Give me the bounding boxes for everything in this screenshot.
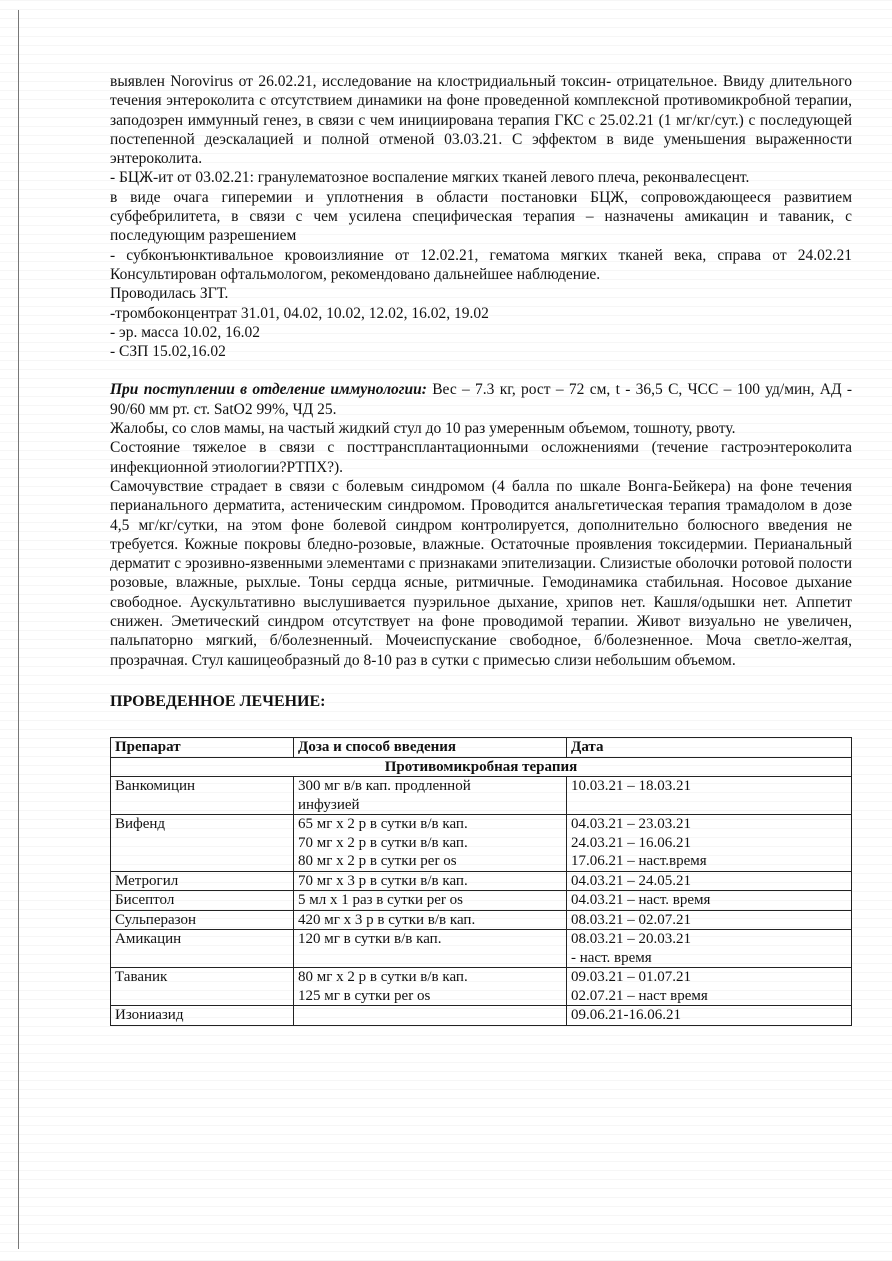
dose-line: 80 мг х 2 р в сутки per os: [298, 853, 457, 870]
table-row: [111, 910, 852, 930]
paragraph: в виде очага гиперемии и уплотнения в области постановки БЦЖ, сопровождающееся развитием субфебрилитета, в связи с чем усилена специфическая терапия – назначены амикацин и таваник, с последующим разрешением: [110, 188, 852, 245]
date-cell: [567, 910, 852, 930]
dose-line: 5 мл х 1 раз в сутки per os: [298, 892, 463, 909]
dose-line: 120 мг в сутки в/в кап.: [298, 931, 442, 948]
drug-cell: Метрогил: [111, 871, 294, 891]
header-drug: Препарат: [111, 738, 294, 758]
page-margin-line: [18, 10, 19, 1249]
dose-line: 420 мг х 3 р в сутки в/в кап.: [298, 911, 476, 928]
paragraph: - БЦЖ-ит от 03.02.21: гранулематозное воспаление мягких тканей левого плеча, реконвалесцент.: [110, 169, 750, 187]
dose-line: 70 мг х 3 р в сутки в/в кап.: [298, 872, 468, 889]
dose-line: [298, 1006, 562, 1025]
paragraph: выявлен Norovirus от 26.02.21, исследование на клостридиальный токсин- отрицательное. Ввиду длительного течения энтероколита с отсутствием динамики на фоне проведенной комплексной противомикробной терапии, заподозрен иммунный генез, в связи с чем инициирована терапия ГКС с 25.02.21 (1 мг/кг/сут.) с последующей постепенной деэскалацией и полной отменой 03.03.21. С эффектом в виде уменьшения выраженности энтероколита.: [110, 73, 852, 168]
paragraph: Жалобы, со слов мамы, на частый жидкий стул до 10 раз умеренным объемом, тошноту, рвоту.: [110, 420, 736, 438]
drug-cell: Сульперазон: [111, 910, 294, 930]
dose-line: 80 мг х 2 р в сутки в/в кап.: [298, 969, 468, 986]
drug-cell: Изониазид: [111, 1006, 294, 1026]
date-cell: [567, 815, 852, 872]
drug-cell: Бисептол: [111, 891, 294, 911]
drug-cell: Амикацин: [111, 930, 294, 968]
section-title: Противомикробная терапия: [111, 757, 852, 777]
date-line: - наст. время: [571, 949, 652, 966]
table-row: [111, 777, 852, 815]
date-line: 17.06.21 – наст.время: [571, 853, 707, 870]
date-line: 09.03.21 – 01.07.21: [571, 969, 691, 986]
admission-text: Вес – 7.3 кг, рост – 72 см, t - 36,5 С, ЧСС – 100 уд/мин, АД - 90/60 мм рт. ст. SatO2 99%, ЧД 25.: [110, 381, 853, 418]
dose-cell: [294, 815, 567, 872]
date-line: 04.03.21 – 24.05.21: [571, 872, 691, 889]
admission-paragraph: [110, 380, 852, 419]
table-row: [111, 871, 852, 891]
header-date: Дата: [567, 738, 852, 758]
dose-cell: [294, 930, 567, 968]
paragraph: - СЗП 15.02,16.02: [110, 343, 226, 361]
drug-cell: Вифенд: [111, 815, 294, 872]
paragraph: - эр. масса 10.02, 16.02: [110, 323, 260, 341]
dose-line: 125 мг в сутки per os: [298, 987, 431, 1004]
date-line: 10.03.21 – 18.03.21: [571, 778, 691, 795]
table-row: [111, 968, 852, 1006]
dose-line: 300 мг в/в кап. продленной: [298, 778, 471, 795]
dose-line: инфузией: [298, 796, 360, 813]
treatment-title: ПРОВЕДЕННОЕ ЛЕЧЕНИЕ:: [110, 692, 326, 710]
date-line: 08.03.21 – 02.07.21: [571, 911, 691, 928]
header-dose: Доза и способ введения: [294, 738, 567, 758]
drug-cell: Таваник: [111, 968, 294, 1006]
date-line: 02.07.21 – наст время: [571, 987, 708, 1004]
dose-cell: [294, 777, 567, 815]
date-line: 09.06.21-16.06.21: [571, 1007, 681, 1024]
paragraph: Проводилась ЗГТ.: [110, 285, 229, 303]
admission-label: При поступлении в отделение иммунологии:: [110, 381, 427, 399]
date-cell: [567, 777, 852, 815]
dose-line: 65 мг х 2 р в сутки в/в кап.: [298, 816, 468, 833]
drug-cell: Ванкомицин: [111, 777, 294, 815]
dose-line: 70 мг х 2 р в сутки в/в кап.: [298, 834, 468, 851]
paragraph: Состояние тяжелое в связи с посттрансплантационными осложнениями (течение гастроэнтероколита инфекционной этиологии?РТПХ?).: [110, 439, 852, 476]
dose-cell: [294, 871, 567, 891]
date-line: 04.03.21 – наст. время: [571, 892, 711, 909]
date-cell: [567, 1006, 852, 1026]
table-row: [111, 815, 852, 872]
paragraph: -тромбоконцентрат 31.01, 04.02, 10.02, 12.02, 16.02, 19.02: [110, 304, 489, 322]
dose-cell: [294, 968, 567, 1006]
table-section-row: [111, 757, 852, 777]
date-line: 04.03.21 – 23.03.21: [571, 816, 691, 833]
date-cell: [567, 871, 852, 891]
paragraph: Самочувствие страдает в связи с болевым синдромом (4 балла по шкале Вонга-Бейкера) на фоне течения перианального дерматита, астеническим синдромом. Проводится анальгетическая терапия трамадолом в дозе 4,5 мг/кг/сутки, на этом фоне болевой синдром контролируется, дополнительно болюсного введения не требуется. Кожные покровы бледно-розовые, влажные. Остаточные проявления токсидермии. Перианальный дерматит с эрозивно-язвенными элементами с признаками эпителизации. Слизистые оболочки ротовой полости розовые, влажные, рыхлые. Тоны сердца ясные, ритмичные. Гемодинамика стабильная. Носовое дыхание свободное. Аускультативно выслушивается пуэрильное дыхание, хрипов нет. Кашля/одышки нет. Аппетит снижен. Эметический синдром отсутствует на фоне проводимой терапии. Живот визуально не увеличен, пальпаторно мягкий, б/болезненный. Мочеиспускание свободное, б/болезненное. Моча светло-желтая, прозрачная. Стул кашицеобразный до 8-10 раз в сутки с примесью слизи небольшим объемом.: [110, 477, 852, 669]
paragraph: - субконъюнктивальное кровоизлияние от 12.02.21, гематома мягких тканей века, справа от 24.02.21 Консультирован офтальмологом, рекомендовано дальнейшее наблюдение.: [110, 246, 852, 283]
date-cell: [567, 930, 852, 968]
date-cell: [567, 891, 852, 911]
table-row: [111, 891, 852, 911]
date-cell: [567, 968, 852, 1006]
treatment-table: [110, 737, 852, 1026]
table-row: [111, 930, 852, 968]
date-line: 08.03.21 – 20.03.21: [571, 931, 691, 948]
dose-cell: [294, 910, 567, 930]
document-page: [110, 72, 852, 1026]
dose-cell: [294, 891, 567, 911]
dose-cell: [294, 1006, 567, 1026]
table-row: [111, 1006, 852, 1026]
table-header-row: [111, 738, 852, 758]
date-line: 24.03.21 – 16.06.21: [571, 834, 691, 851]
